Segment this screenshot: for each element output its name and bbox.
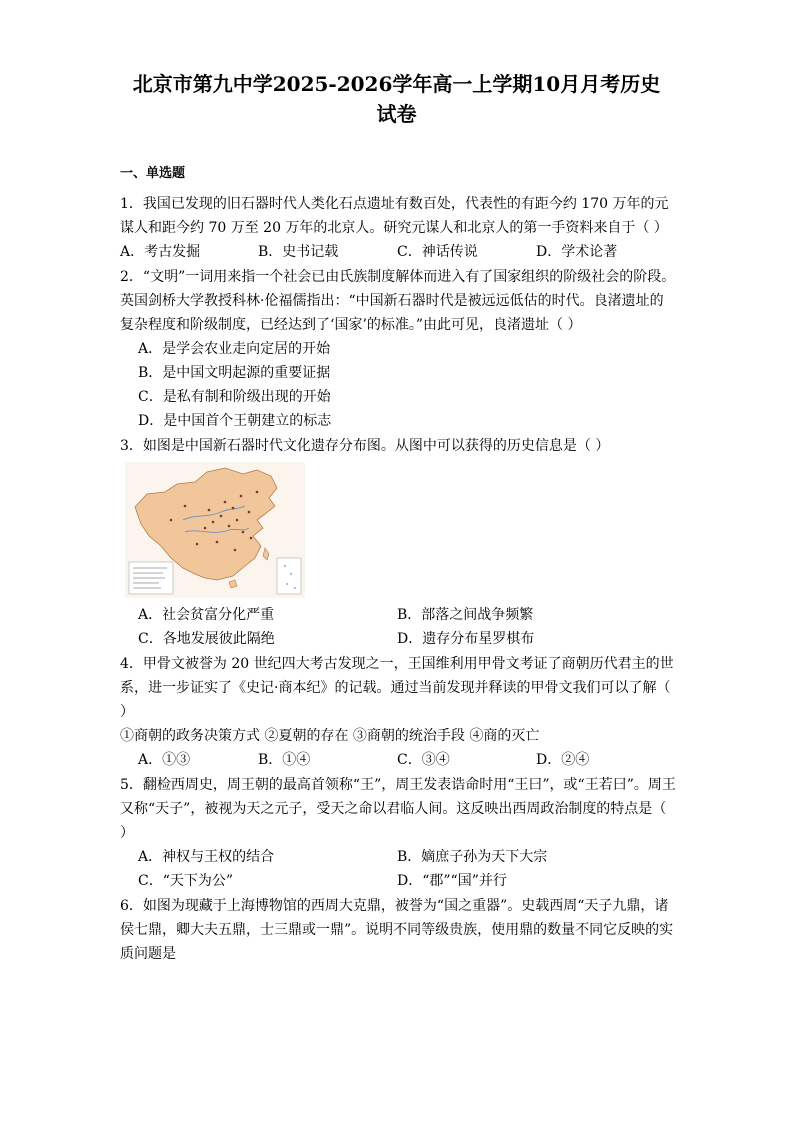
q3-option-b: B．部落之间战争频繁	[397, 607, 534, 623]
q5-text-line1: 5．翻检西周史，周王朝的最高首领称“王”，周王发表诰命时用“王曰”，或“王若曰”。周王	[120, 777, 676, 793]
q2-text-line1: 2．“文明”一词用来指一个社会已由氏族制度解体而进入有了国家组织的阶级社会的阶段。	[120, 269, 676, 285]
q3-option-d: D．遗存分布星罗棋布	[397, 631, 535, 647]
q2-text-line2: 英国剑桥大学教授科林·伦福儒指出：“中国新石器时代是被远远低估的时代。良渚遗址的	[120, 293, 664, 309]
q5-option-b: B．嫡庶子孙为天下大宗	[397, 849, 548, 865]
q5-option-a: A．神权与王权的结合	[138, 849, 275, 865]
q4-option-b: B．①④	[258, 752, 311, 768]
q5-option-d: D．“郡”“国”并行	[397, 873, 507, 889]
q2-option-b: B．是中国文明起源的重要证据	[138, 365, 331, 381]
q3-text-line1: 3．如图是中国新石器时代文化遗存分布图。从图中可以获得的历史信息是（ ）	[120, 438, 610, 454]
q1-option-b: B．史书记载	[258, 244, 339, 260]
exam-title-line2: 试卷	[376, 102, 417, 126]
q1-option-a: A．考古发掘	[120, 244, 201, 260]
q1-option-d: D．学术论著	[536, 244, 618, 260]
q4-option-c: C．③④	[397, 752, 450, 768]
q3-option-c: C．各地发展彼此隔绝	[138, 631, 275, 647]
q1-text-line2: 谋人和距今约 70 万至 20 万年的北京人。研究元谋人和北京人的第一手资料来自于（ ）	[120, 220, 668, 236]
q4-text-line2: 系，进一步证实了《史记·商本纪》的记载。通过当前发现并释读的甲骨文我们可以了解（	[120, 680, 671, 696]
q2-option-d: D．是中国首个王朝建立的标志	[138, 413, 332, 429]
q6-text-line3: 质问题是	[120, 946, 176, 962]
q5-option-c: C．“天下为公”	[138, 873, 234, 889]
q2-option-a: A．是学会农业走向定居的开始	[138, 341, 331, 357]
q1-option-c: C．神话传说	[397, 244, 478, 260]
q6-text-line2: 侯七鼎，卿大夫五鼎，士三鼎或一鼎”。说明不同等级贵族，使用鼎的数量不同它反映的实	[120, 922, 674, 938]
q1-text-line1: 1．我国已发现的旧石器时代人类化石点遗址有数百处，代表性的有距今约 170 万年的元	[120, 196, 669, 212]
q5-text-line3: ）	[120, 825, 134, 841]
q4-statement-items: ①商朝的政务决策方式 ②夏朝的存在 ③商朝的统治手段 ④商的灭亡	[120, 728, 540, 744]
q4-text-line3: ）	[120, 704, 134, 720]
q4-text-line1: 4．甲骨文被誉为 20 世纪四大考古发现之一，王国维利用甲骨文考证了商朝历代君主的世	[120, 656, 674, 672]
neolithic-sites-map-image	[125, 462, 305, 598]
section-heading: 一、单选题	[120, 166, 186, 181]
q3-option-a: A．社会贫富分化严重	[138, 607, 275, 623]
q4-option-d: D．②④	[536, 752, 590, 768]
q5-text-line2: 又称“天子”，被视为天之元子，受天之命以君临人间。这反映出西周政治制度的特点是（	[120, 801, 667, 817]
q2-option-c: C．是私有制和阶级出现的开始	[138, 389, 331, 405]
q4-option-a: A．①③	[138, 752, 191, 768]
exam-title-line1: 北京市第九中学2025-2026学年高一上学期10月月考历史	[132, 72, 661, 96]
q6-text-line1: 6．如图为现藏于上海博物馆的西周大克鼎，被誉为“国之重器”。史载西周“天子九鼎，诸	[120, 898, 669, 914]
q2-text-line3: 复杂程度和阶级制度，已经达到了‘国家’的标准。”由此可见，良渚遗址（ ）	[120, 317, 582, 333]
